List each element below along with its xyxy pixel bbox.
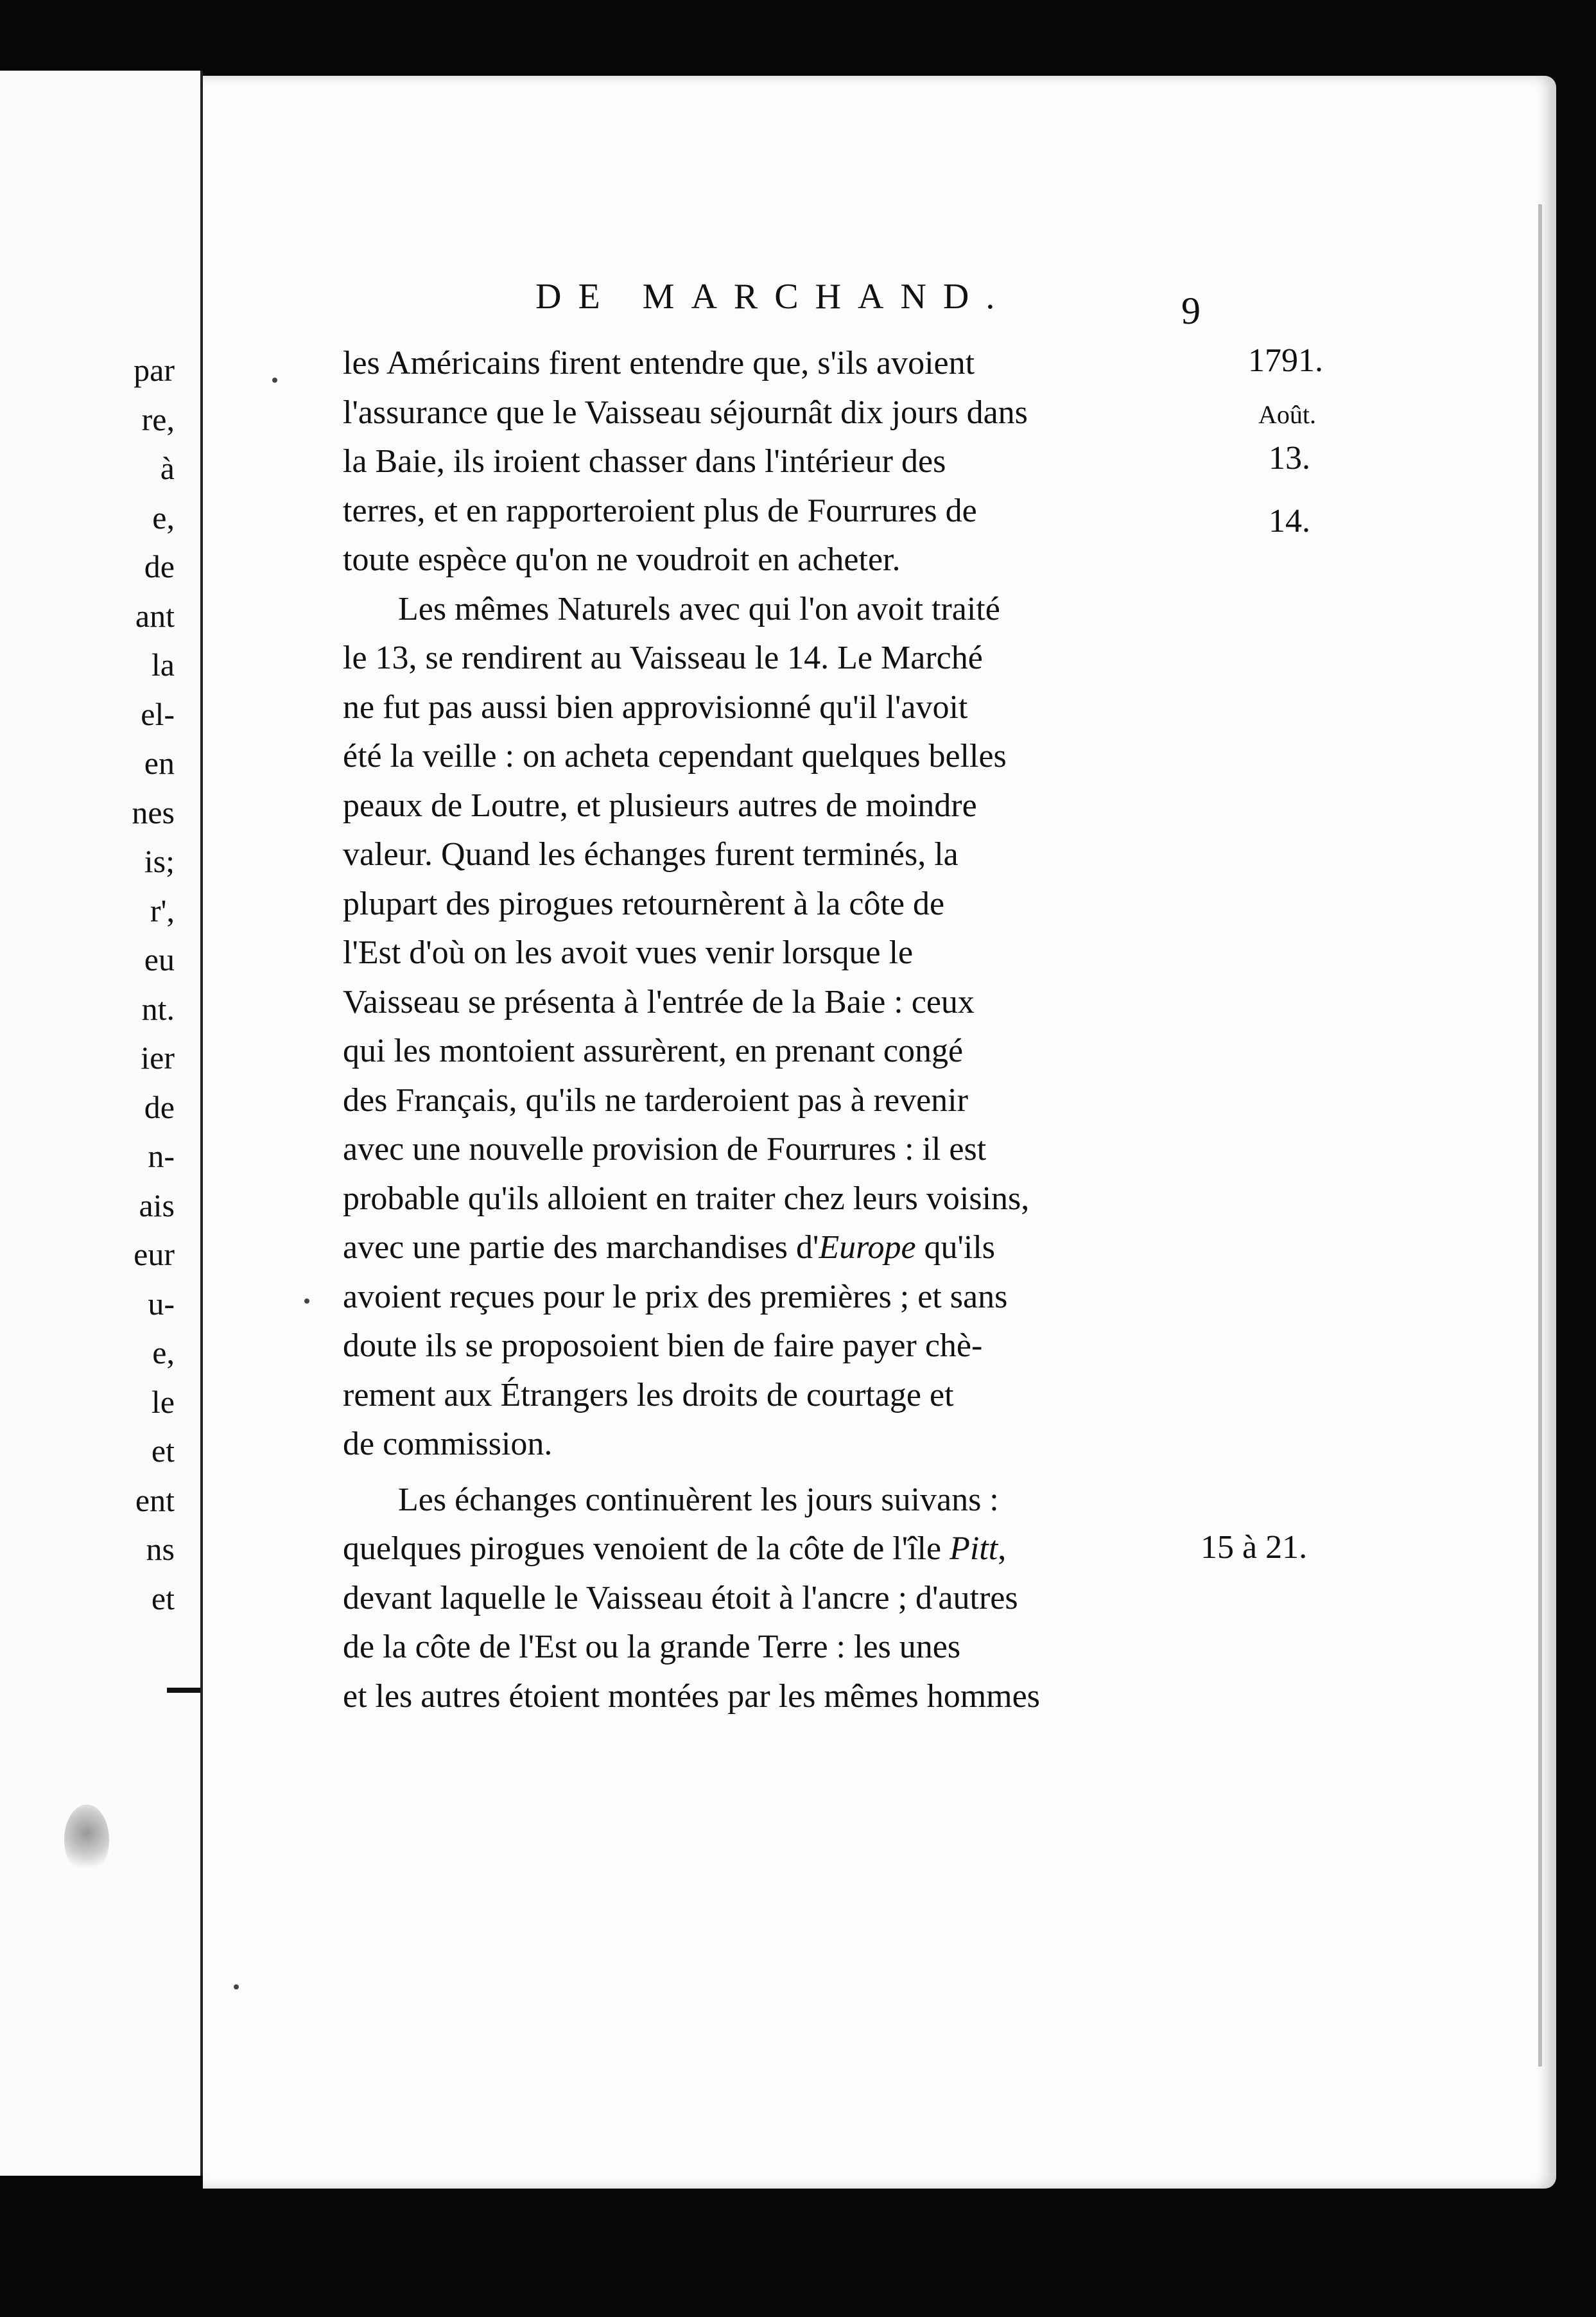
text-line: l'assurance que le Vaisseau séjournât dix jours dans [343,394,1028,431]
left-page-fragment: de [144,1089,175,1125]
ink-smudge [64,1805,109,1875]
dust-speck [272,378,277,383]
text-line: peaux de Loutre, et plusieurs autres de moindre [343,787,977,824]
text-line: ne fut pas aussi bien approvisionné qu'il l'avoit [343,688,968,726]
left-page-fragment: de [144,548,175,584]
page-edge-shadow [1538,204,1542,2067]
text-line: la Baie, ils iroient chasser dans l'intérieur des [343,443,946,480]
text-line: des Français, qu'ils ne tarderoient pas à revenir [343,1081,968,1119]
text-line: qui les montoient assurèrent, en prenant congé [343,1033,964,1069]
page-number: 9 [1181,290,1201,332]
left-page-fragment: à [160,450,175,486]
left-facing-page [0,71,203,2176]
text-line: rement aux Étrangers les droits de courtage et [343,1376,954,1413]
left-page-fragment: ent [135,1482,175,1518]
dust-speck [304,1298,309,1304]
left-page-fragment: par [134,352,175,388]
left-page-fragment: is; [144,843,175,879]
left-page-fragment: u- [148,1286,175,1322]
margin-day-14: 14. [1269,503,1310,539]
text-line: l'Est d'où on les avoit vues venir lorsque le [343,934,914,971]
text-line: probable qu'ils alloient en traiter chez leurs voisins, [343,1180,1030,1217]
text-line: de la côte de l'Est ou la grande Terre : les unes [343,1629,961,1665]
left-page-fragment: en [144,745,175,781]
running-head: DE MARCHAND. [535,277,1012,317]
text-line: avec une partie des marchandises d'Europe qu'ils [343,1229,996,1266]
left-page-fragment: e, [152,1334,175,1370]
left-page-fragment: n- [148,1138,175,1174]
text-line: Les mêmes Naturels avec qui l'on avoit traité [398,590,1000,627]
text-line: doute ils se proposoient bien de faire payer chè- [343,1327,983,1364]
dust-speck [234,1984,239,1989]
body-text [343,339,1201,1721]
left-page-rule [167,1688,200,1693]
left-page-fragment: ant [135,598,175,634]
text-line: avec une nouvelle provision de Fourrures : il est [343,1131,987,1167]
text-line: valeur. Quand les échanges furent terminés, la [343,836,958,873]
text-line: terres, et en rapporteroient plus de Fourrures de [343,492,977,529]
left-page-fragment: ais [139,1187,175,1223]
text-line: devant laquelle le Vaisseau étoit à l'ancre ; d'autres [343,1579,1018,1616]
margin-day-13: 13. [1269,440,1310,477]
left-page-fragment: le [151,1384,175,1420]
left-page-fragment: et [151,1433,175,1469]
text-line: toute espèce qu'on ne voudroit en acheter. [343,541,901,578]
text-line: plupart des pirogues retournèrent à la côte de [343,885,945,922]
left-page-fragment: nes [132,794,175,830]
left-page-fragment: eur [134,1236,175,1272]
text-line: Les échanges continuèrent les jours suivans : [398,1481,999,1518]
text-line: de commission. [343,1426,553,1462]
left-page-fragment: el- [141,696,175,732]
text-line: Vaisseau se présenta à l'entrée de la Baie : ceux [343,983,975,1020]
left-page-fragment: r', [150,893,175,929]
left-page-fragment: et [151,1580,175,1616]
left-page-fragment: ier [141,1040,175,1076]
text-line: et les autres étoient montées par les mêmes hommes [343,1677,1040,1715]
left-page-fragment: eu [144,941,175,977]
left-page-fragment: la [151,647,175,683]
left-page-fragment: e, [152,500,175,536]
left-page-fragment: nt. [141,991,175,1027]
text-line: quelques pirogues venoient de la côte de l'île Pitt, [343,1530,1007,1567]
left-page-fragment: ns [146,1531,175,1567]
text-line: été la veille : on acheta cependant quelques belles [343,738,1007,774]
text-line: le 13, se rendirent au Vaisseau le 14. Le Marché [343,640,983,676]
text-line: avoient reçues pour le prix des premières ; et sans [343,1278,1008,1315]
margin-days-range: 15 à 21. [1201,1529,1308,1566]
margin-year: 1791. [1248,342,1323,379]
margin-month: Août. [1258,400,1316,429]
text-line: les Américains firent entendre que, s'ils avoient [343,345,975,381]
left-page-fragment: re, [141,401,175,437]
